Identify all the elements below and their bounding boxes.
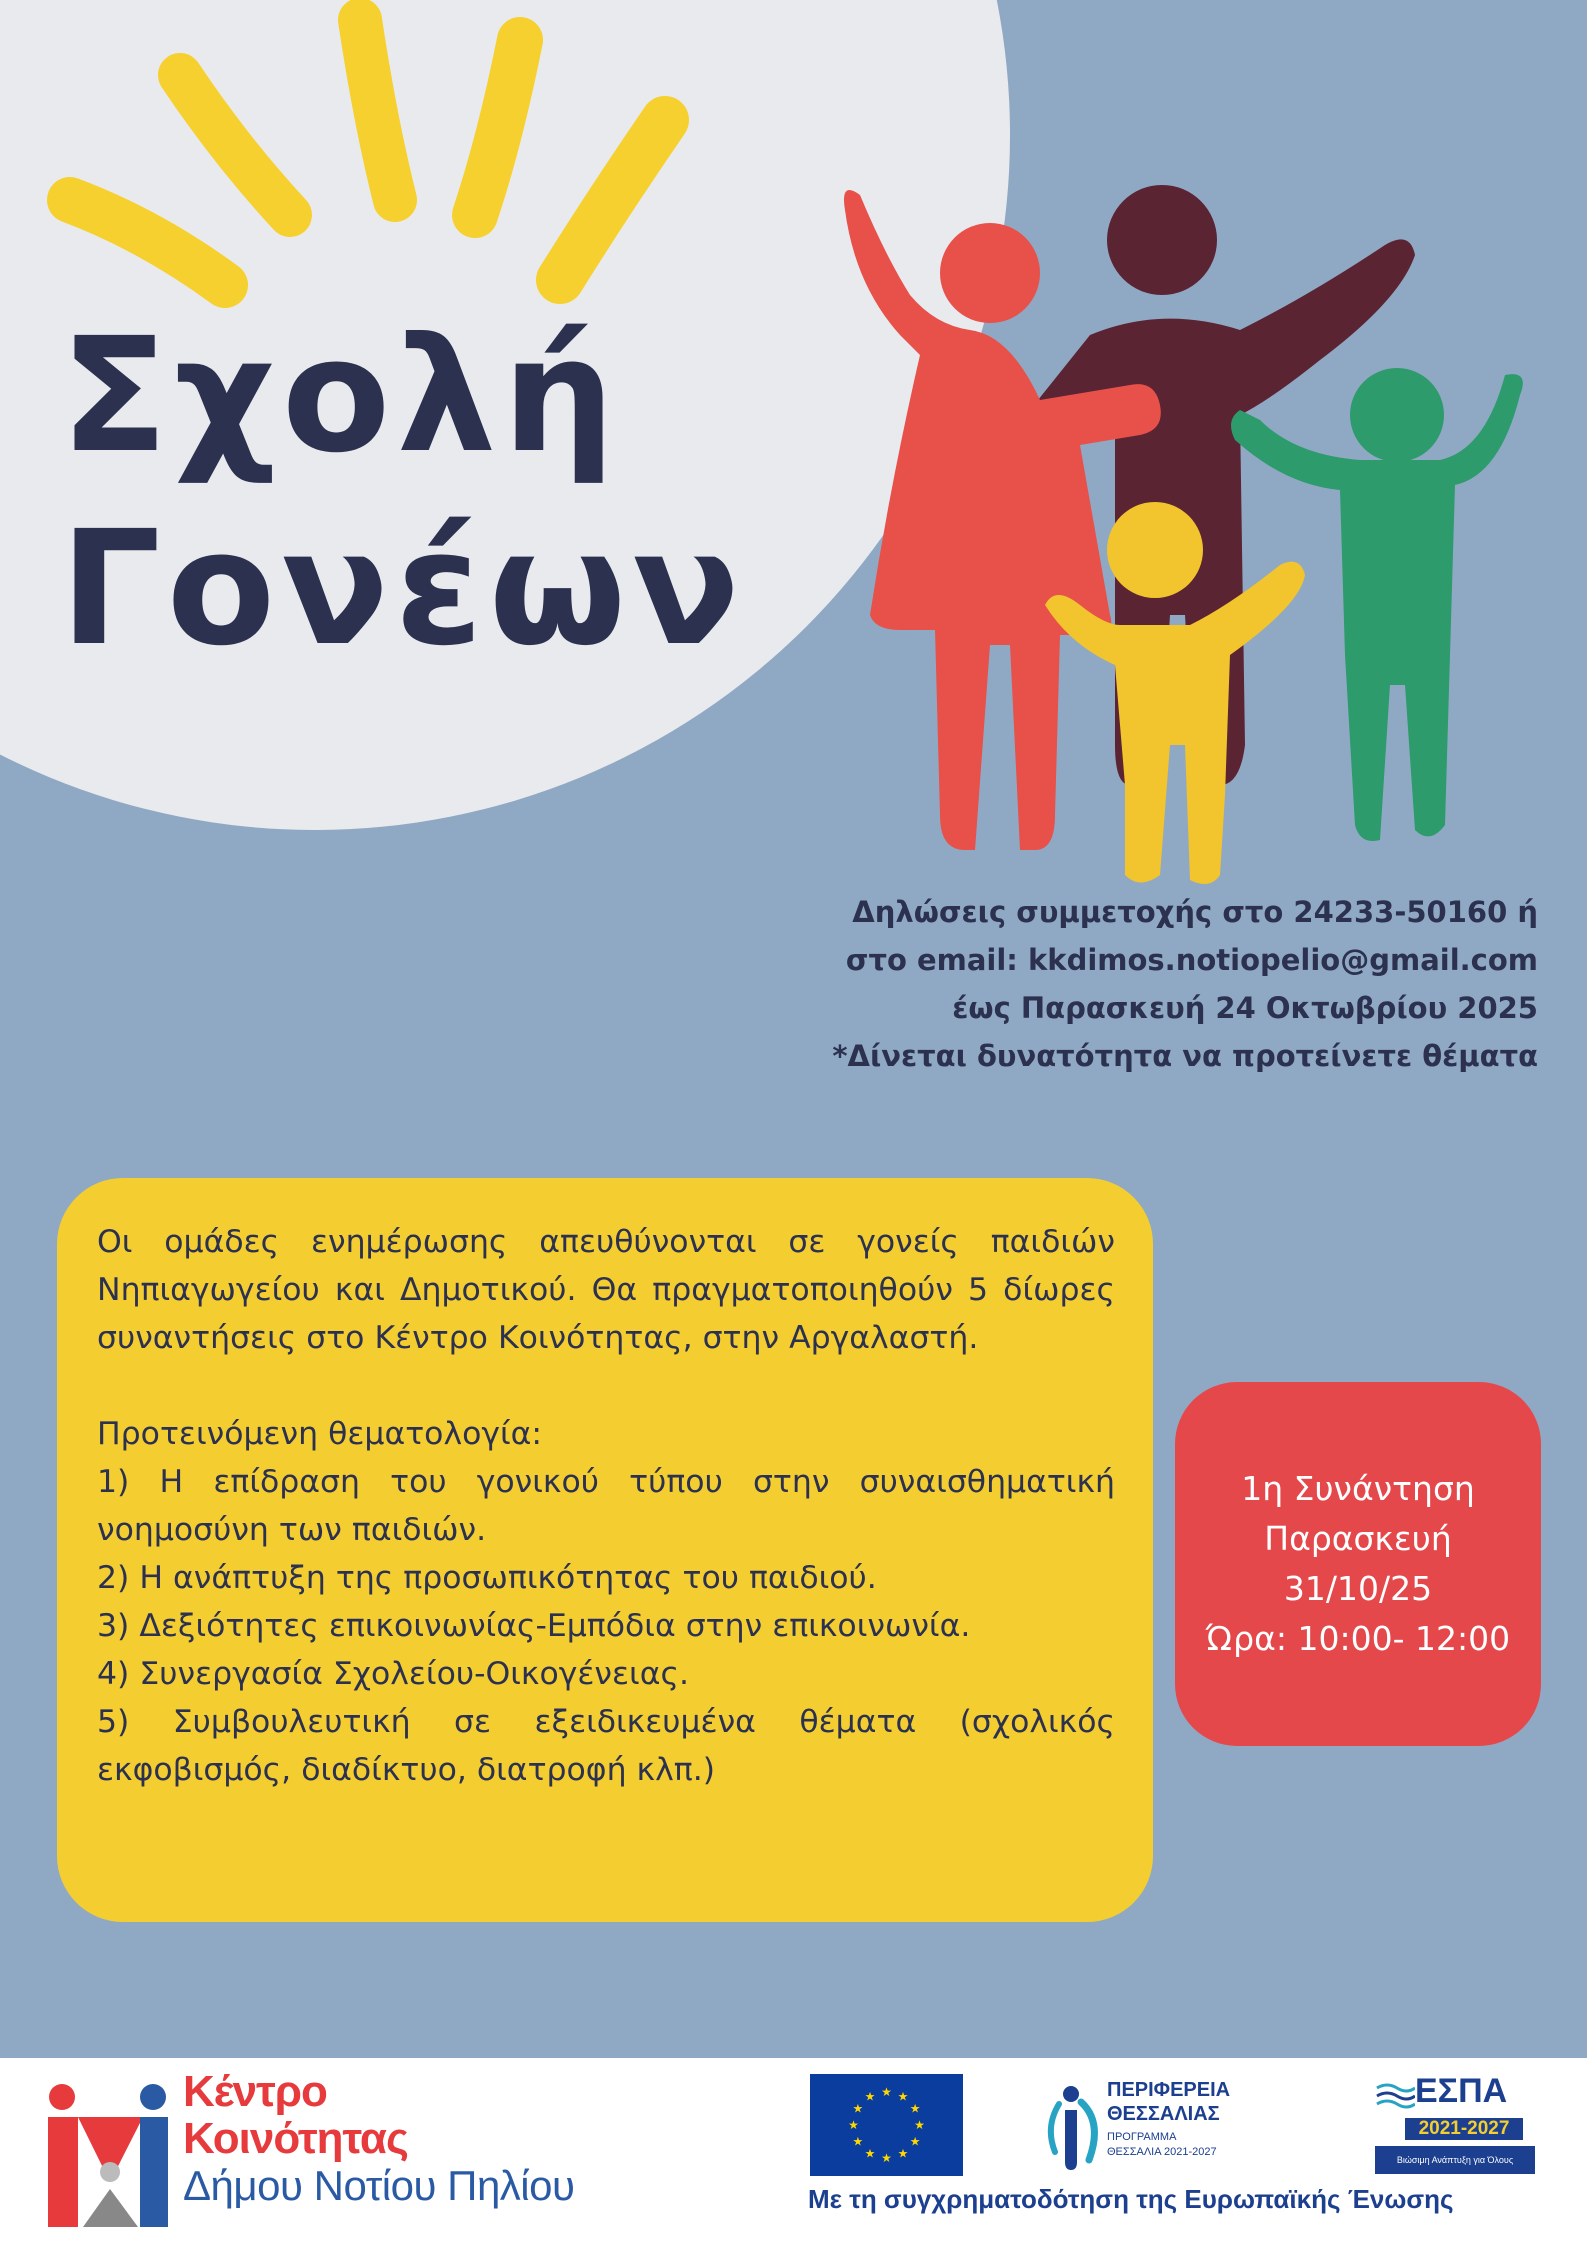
espa-tagline: Βιώσιμη Ανάπτυξη για Όλους xyxy=(1375,2146,1535,2174)
meeting-day: Παρασκευή xyxy=(1264,1519,1452,1558)
topic-item: 3) Δεξιότητες επικοινωνίας-Εμπόδια στην επικοινωνία. xyxy=(97,1608,971,1644)
espa-years: 2021-2027 xyxy=(1405,2118,1523,2140)
meeting-date: 31/10/25 xyxy=(1283,1569,1433,1608)
eu-star-icon: ★ xyxy=(864,2146,876,2161)
topic-item: 4) Συνεργασία Σχολείου-Οικογένειας. xyxy=(97,1656,689,1692)
eu-star-icon: ★ xyxy=(852,2134,864,2149)
page-title xyxy=(60,300,746,686)
espa-name: ΕΣΠΑ xyxy=(1415,2072,1508,2110)
thessaly-region-logo xyxy=(1045,2074,1265,2184)
registration-phone: Δηλώσεις συμμετοχής στο 24233-50160 ή xyxy=(852,895,1538,929)
espa-logo xyxy=(1375,2072,1535,2182)
title-line-2: Γονέων xyxy=(60,496,746,681)
registration-deadline: έως Παρασκευή 24 Οκτωβρίου 2025 xyxy=(952,991,1538,1025)
eu-star-icon: ★ xyxy=(897,2089,909,2104)
topic-item: 2) Η ανάπτυξη της προσωπικότητας του παιδιού. xyxy=(97,1560,877,1596)
eu-star-icon: ★ xyxy=(852,2101,864,2116)
kentro-koinotitas-logo xyxy=(48,2077,168,2227)
eu-star-icon: ★ xyxy=(909,2134,921,2149)
sun-rays-icon xyxy=(0,0,720,340)
topic-item: 5) Συμβουλευτική σε εξειδικευμένα θέματα (σχολικός εκφοβισμός, διαδίκτυο, διατροφή κλπ.) xyxy=(97,1704,1115,1788)
registration-email[interactable]: στο email: kkdimos.notiopelio@gmail.com xyxy=(845,943,1538,977)
eu-cofunding-text: Με τη συγχρηματοδότηση της Ευρωπαϊκής Ένωσης xyxy=(808,2184,1454,2214)
info-box xyxy=(57,1178,1153,1922)
kk-line-3: Δήμου Νοτίου Πηλίου xyxy=(183,2162,575,2209)
first-meeting-box xyxy=(1175,1382,1541,1746)
kentro-koinotitas-name xyxy=(183,2068,574,2209)
topic-item: 1) Η επίδραση του γονικού τύπου στην συναισθηματική νοημοσύνη των παιδιών. xyxy=(97,1464,1115,1548)
region-line-1: ΠΕΡΙΦΕΡΕΙΑ xyxy=(1107,2079,1231,2101)
thessaly-mark-icon xyxy=(1045,2082,1103,2174)
eu-star-icon: ★ xyxy=(914,2118,925,2132)
registration-info xyxy=(778,888,1538,1080)
region-program: ΠΡΟΓΡΑΜΜΑ xyxy=(1107,2131,1177,2143)
meeting-time: Ώρα: 10:00- 12:00 xyxy=(1205,1619,1511,1658)
info-intro: Οι ομάδες ενημέρωσης απευθύνονται σε γονείς παιδιών Νηπιαγωγείου και Δημοτικού. Θα πραγματοποιηθούν 5 δίωρες συναντήσεις στο Κέντρο Κοινότητας, στην Αργαλαστή. xyxy=(97,1224,1115,1356)
family-icon xyxy=(840,185,1540,885)
meeting-title: 1η Συνάντηση xyxy=(1241,1469,1475,1508)
title-line-1: Σχολή xyxy=(60,304,621,488)
eu-flag-icon xyxy=(810,2074,963,2176)
registration-note: *Δίνεται δυνατότητα να προτείνετε θέματα xyxy=(832,1039,1538,1073)
region-program-2: ΘΕΣΣΑΛΙΑ 2021-2027 xyxy=(1107,2146,1217,2158)
eu-star-icon: ★ xyxy=(881,2085,892,2099)
eu-star-icon: ★ xyxy=(909,2101,921,2116)
region-line-2: ΘΕΣΣΑΛΙΑΣ xyxy=(1107,2103,1220,2125)
kk-line-1: Κέντρο xyxy=(183,2067,327,2116)
kk-line-2: Κοινότητας xyxy=(183,2114,408,2163)
eu-star-icon: ★ xyxy=(897,2146,909,2161)
eu-star-icon: ★ xyxy=(881,2151,892,2165)
eu-star-icon: ★ xyxy=(848,2118,859,2132)
eu-star-icon: ★ xyxy=(864,2089,876,2104)
espa-waves-icon xyxy=(1375,2082,1415,2112)
topics-heading: Προτεινόμενη θεματολογία: xyxy=(97,1416,543,1452)
